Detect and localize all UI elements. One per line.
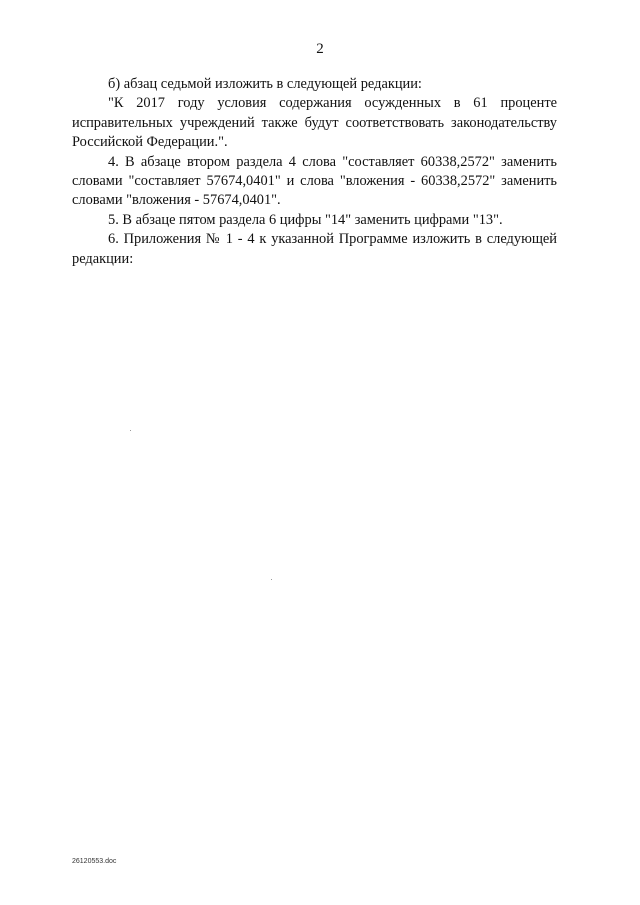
paragraph-item-6: 6. Приложения № 1 - 4 к указанной Программе изложить в следующей редакции:	[72, 231, 557, 267]
page-number: 2	[316, 41, 324, 57]
paragraph-item-4: 4. В абзаце втором раздела 4 слова "составляет 60338,2572" заменить словами "составляет 57674,0401" и слова "вложения - 60338,2572" заменить словами "вложения - 57674,0401".	[72, 153, 557, 209]
paragraph-quoted-text: "К 2017 году условия содержания осужденных в 61 проценте исправительных учреждений также будут соответствовать законодательству Российской Федерации.".	[72, 95, 557, 151]
paragraph-item-5: 5. В абзаце пятом раздела 6 цифры "14" заменить цифрами "13".	[108, 211, 503, 228]
scan-speck	[271, 579, 272, 580]
footer-document-code: 26120553.doc	[72, 858, 117, 865]
document-body	[72, 75, 557, 269]
paragraph-abzac-sedmoi: б) абзац седьмой изложить в следующей редакции:	[108, 76, 422, 92]
scan-speck	[130, 430, 131, 431]
